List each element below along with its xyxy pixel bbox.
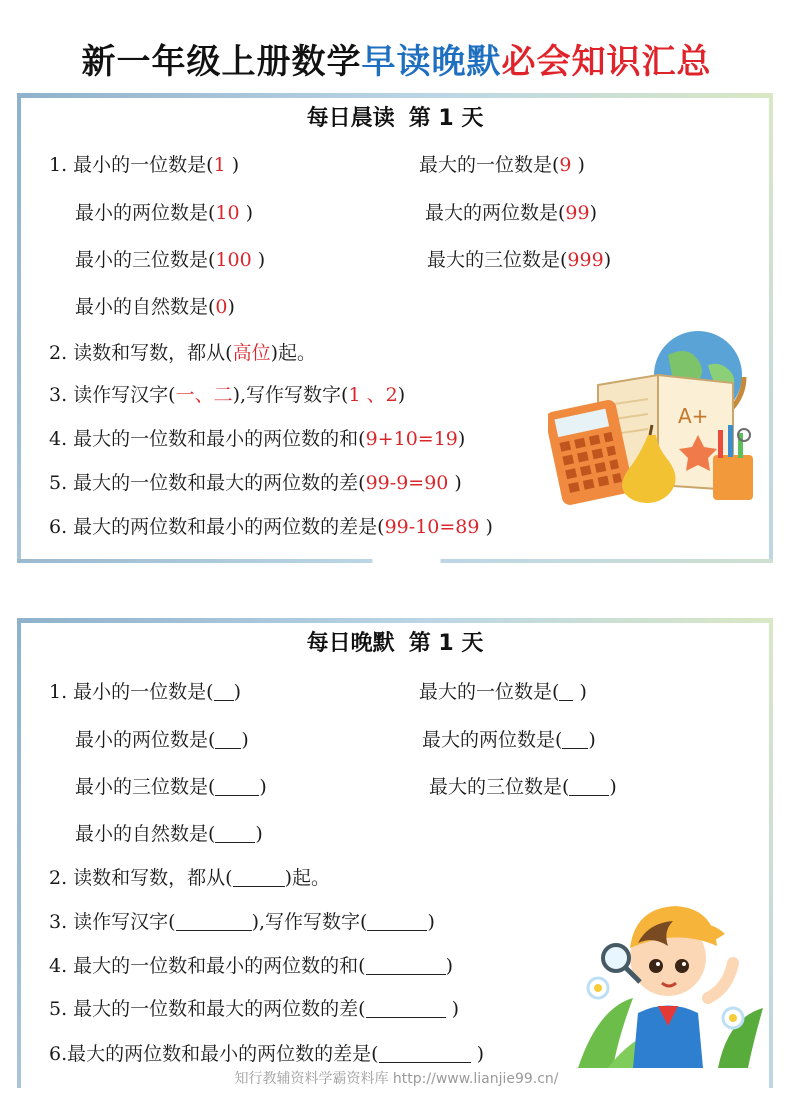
answer-blank[interactable] — [366, 999, 446, 1018]
evening-line-6 — [49, 1039, 484, 1066]
line-text: ) — [251, 249, 266, 271]
line-text: ) — [445, 955, 454, 977]
line-text: ) — [603, 249, 612, 271]
line-text: ) — [227, 296, 235, 318]
evening-line-3 — [49, 907, 435, 934]
evening-day: 第 1 天 — [408, 631, 484, 656]
evening-heading — [17, 626, 773, 657]
line-text: 最小的两位数是( — [75, 202, 216, 224]
line-text: 5. 最大的一位数和最大的两位数的差( — [49, 472, 366, 494]
answer: 999 — [567, 249, 604, 271]
line-text: ) — [609, 776, 617, 798]
evening-line-1g — [75, 819, 263, 846]
morning-line-5 — [49, 468, 462, 495]
evening-line-5 — [49, 994, 459, 1021]
answer: 99 — [565, 202, 590, 224]
line-text: ) — [397, 384, 406, 406]
morning-line-3 — [49, 380, 405, 407]
morning-line-6 — [49, 512, 493, 539]
line-text: )起。 — [270, 342, 317, 364]
school-supplies-illustration — [548, 325, 768, 505]
evening-line-1e — [75, 772, 267, 799]
morning-heading — [17, 101, 773, 132]
line-text: 6.最大的两位数和最小的两位数的差是( — [49, 1043, 379, 1065]
answer: 1 、2 — [348, 384, 398, 406]
line-text: 最小的两位数是( — [75, 729, 216, 751]
morning-line-1d — [425, 198, 597, 225]
pencil-cup-icon — [713, 425, 753, 500]
answer-blank[interactable] — [215, 777, 259, 796]
frame-right — [769, 618, 773, 1088]
morning-day: 第 1 天 — [408, 106, 484, 131]
evening-line-1a — [49, 677, 241, 704]
answer: 9 — [559, 154, 572, 176]
morning-heading-label: 每日晨读 — [306, 106, 395, 131]
line-text: )起。 — [284, 867, 331, 889]
line-text: 最大的三位数是( — [429, 776, 570, 798]
morning-line-1c — [75, 198, 253, 225]
answer-blank[interactable] — [569, 777, 609, 796]
answer-blank[interactable] — [176, 912, 252, 931]
line-text: ) — [241, 729, 249, 751]
answer: 0 — [215, 296, 228, 318]
line-text: 4. 最大的一位数和最小的两位数的和( — [49, 955, 366, 977]
boy-magnifier-illustration — [568, 888, 768, 1068]
line-text: 最大的三位数是( — [427, 249, 568, 271]
answer: 9+10=19 — [365, 428, 458, 450]
line-text: ) — [588, 729, 596, 751]
answer: 高位 — [232, 342, 271, 364]
line-text: ) — [457, 428, 466, 450]
line-text: 最大的一位数是( — [419, 681, 560, 703]
line-text: ) — [427, 911, 435, 933]
line-text: ),写作写数字( — [251, 911, 368, 933]
evening-line-1f — [429, 772, 617, 799]
line-text: 最小的自然数是( — [75, 823, 216, 845]
answer-blank[interactable] — [562, 730, 588, 749]
answer-blank[interactable] — [367, 912, 427, 931]
line-text: 1. 最小的一位数是( — [49, 154, 214, 176]
answer-blank[interactable] — [379, 1044, 471, 1063]
frame-left — [17, 618, 21, 1088]
answer-blank[interactable] — [214, 682, 234, 701]
line-text: 3. 读作写汉字( — [49, 384, 176, 406]
frame-top — [17, 93, 773, 98]
line-text: 4. 最大的一位数和最小的两位数的和( — [49, 428, 366, 450]
line-text: ) — [589, 202, 598, 224]
line-text: 5. 最大的一位数和最大的两位数的差( — [49, 998, 366, 1020]
line-text: 最小的三位数是( — [75, 249, 216, 271]
morning-line-1b — [419, 150, 585, 177]
answer-blank[interactable] — [233, 868, 285, 887]
line-text: ) — [239, 202, 254, 224]
morning-line-1g — [75, 292, 235, 319]
title-part-2: 早读晚默 — [361, 42, 502, 82]
line-text: 最大的一位数是( — [419, 154, 560, 176]
answer-blank[interactable] — [215, 730, 241, 749]
frame-left — [17, 93, 21, 563]
answer-blank[interactable] — [215, 824, 255, 843]
morning-line-1a — [49, 150, 239, 177]
page-title — [0, 34, 793, 83]
line-text: 2. 读数和写数，都从( — [49, 342, 233, 364]
evening-heading-label: 每日晚默 — [306, 631, 395, 656]
line-text: 最小的三位数是( — [75, 776, 216, 798]
svg-text:A+: A+ — [678, 404, 709, 428]
title-part-3: 必会知识汇总 — [501, 42, 712, 82]
evening-line-1b — [419, 677, 587, 704]
line-text: 2. 读数和写数，都从( — [49, 867, 233, 889]
answer: 一、二 — [175, 384, 233, 406]
morning-line-1f — [427, 245, 611, 272]
line-text: ) — [255, 823, 263, 845]
evening-line-4 — [49, 951, 453, 978]
line-text: 3. 读作写汉字( — [49, 911, 176, 933]
frame-bottom — [17, 559, 773, 563]
answer-blank[interactable] — [559, 682, 573, 701]
line-text: ) — [479, 516, 493, 538]
boy-icon — [630, 906, 733, 1068]
answer: 99-10=89 — [384, 516, 480, 538]
line-text: 1. 最小的一位数是( — [49, 681, 214, 703]
evening-line-1c — [75, 725, 249, 752]
evening-line-1d — [422, 725, 596, 752]
line-text: ) — [225, 154, 240, 176]
line-text: 最大的两位数是( — [425, 202, 566, 224]
line-text: 最小的自然数是( — [75, 296, 216, 318]
morning-line-1e — [75, 245, 265, 272]
line-text: 6. 最大的两位数和最小的两位数的差是( — [49, 516, 385, 538]
line-text: ) — [259, 776, 267, 798]
line-text: ) — [448, 472, 462, 494]
line-text: ) — [233, 681, 242, 703]
morning-line-2 — [49, 338, 316, 365]
evening-line-2 — [49, 863, 330, 890]
line-text: ) — [470, 1043, 484, 1065]
answer-blank[interactable] — [366, 956, 446, 975]
line-text: ) — [445, 998, 460, 1020]
answer: 100 — [215, 249, 252, 271]
frame-top — [17, 618, 773, 623]
answer: 99-9=90 — [365, 472, 449, 494]
frame-right — [769, 93, 773, 563]
morning-line-4 — [49, 424, 465, 451]
line-text: ),写作写数字( — [232, 384, 349, 406]
answer: 10 — [215, 202, 240, 224]
watermark-footer: 知行教辅资料学霸资料库 http://www.lianjie99.cn/ — [234, 1071, 559, 1087]
title-part-1: 新一年级上册数学 — [81, 42, 362, 82]
answer: 1 — [213, 154, 226, 176]
line-text: ) — [571, 154, 585, 176]
line-text: ) — [573, 681, 587, 703]
line-text: 最大的两位数是( — [422, 729, 563, 751]
